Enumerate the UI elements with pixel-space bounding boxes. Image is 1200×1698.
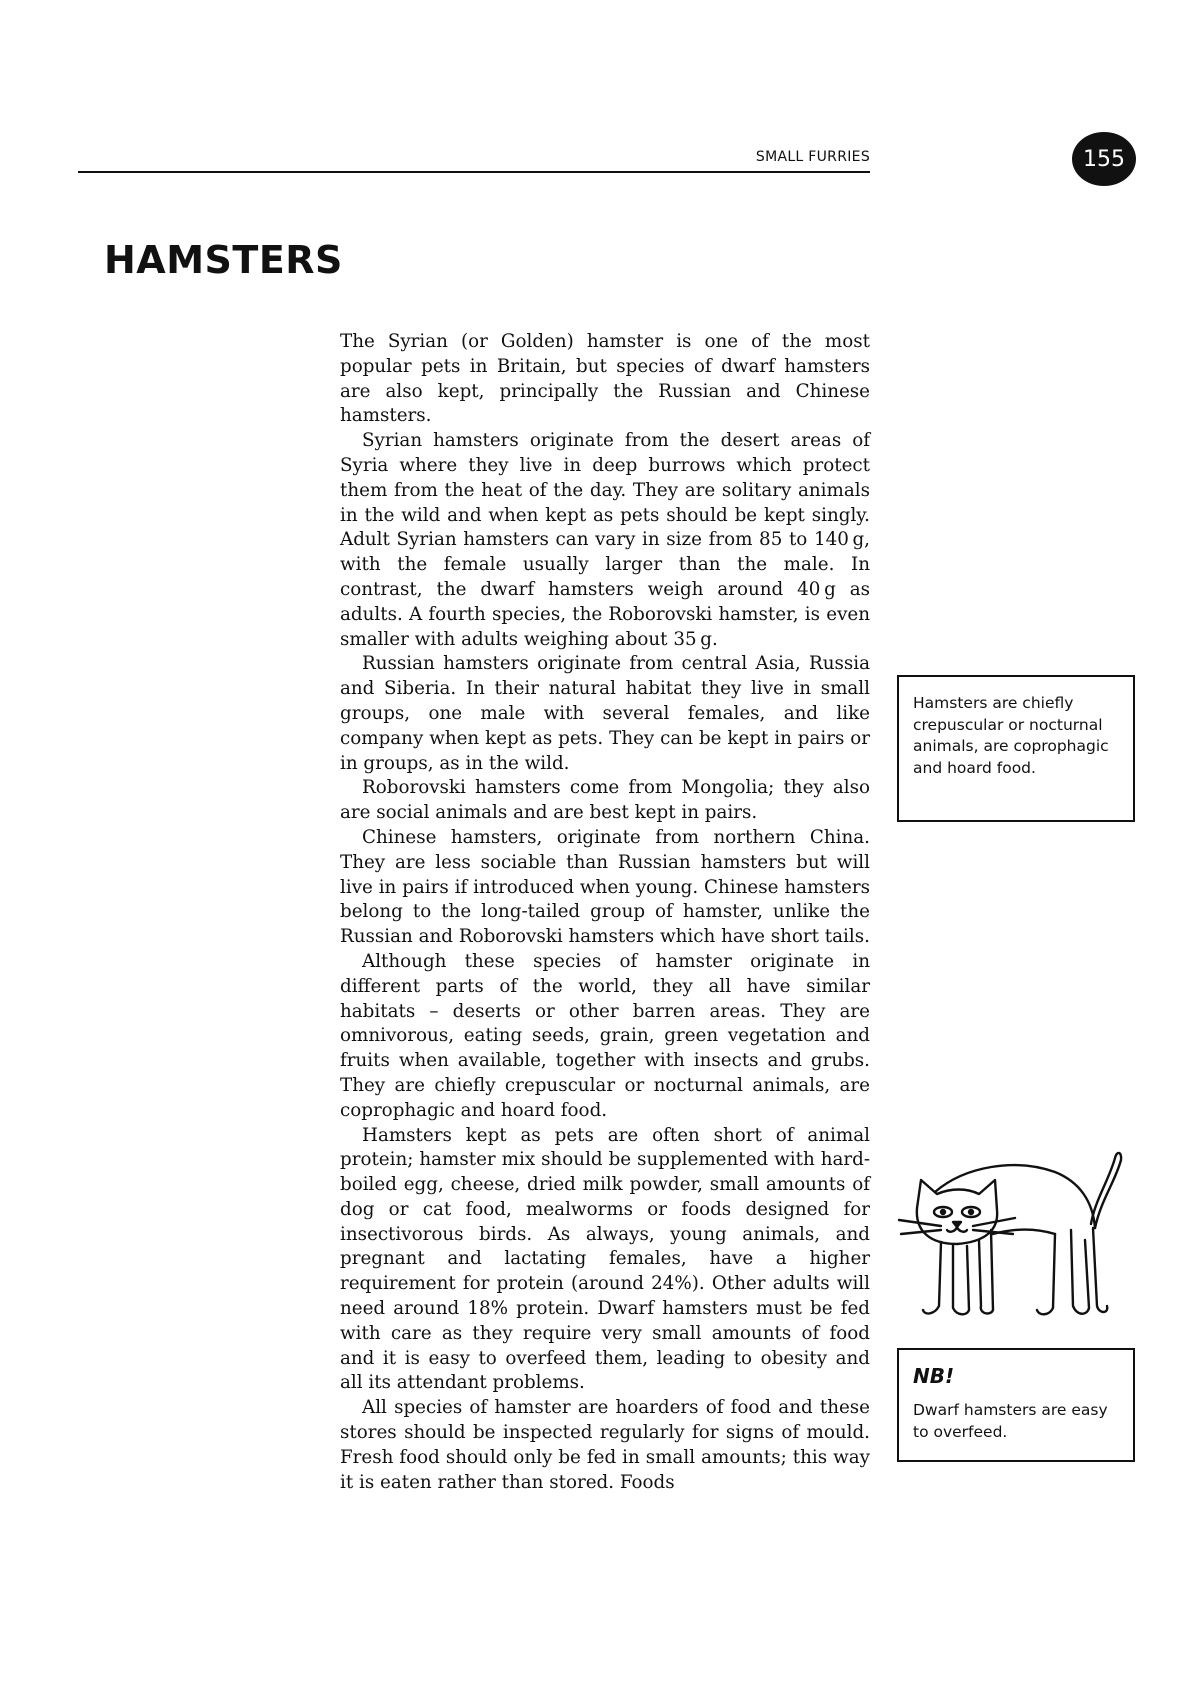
- paragraph: Hamsters kept as pets are often short of animal protein; hamster mix should be supplemented with hard-boiled egg, cheese, dried milk powder, small amounts of dog or cat food, mealworms or foods designed for insectivorous birds. As always, young animals, and pregnant and lactating females, have a higher requirement for protein (around 24%). Other adults will need around 18% protein. Dwarf hamsters must be fed with care as they require very small amounts of food and it is easy to overfeed them, leading to obesity and all its attendant problems.: [340, 1124, 870, 1394]
- body-text: [340, 330, 870, 1495]
- chapter-title: HAMSTERS: [104, 238, 343, 282]
- paragraph: All species of hamster are hoarders of food and these stores should be inspected regularly for signs of mould. Fresh food should only be fed in small amounts; this way it is eaten rather than stored. Foods: [340, 1397, 870, 1493]
- paragraph: Roborovski hamsters come from Mongolia; they also are social animals and are best kept in pairs.: [340, 777, 870, 824]
- nb-note-box: [897, 1348, 1135, 1462]
- margin-note: Hamsters are chiefly crepuscular or nocturnal animals, are coprophagic and hoard food.: [897, 675, 1135, 822]
- paragraph: Syrian hamsters originate from the desert areas of Syria where they live in deep burrows which protect them from the heat of the day. They are solitary animals in the wild and when kept as pets should be kept singly. Adult Syrian hamsters can vary in size from 85 to 140 g, with the female usually larger than the male. In contrast, the dwarf hamsters weigh around 40 g as adults. A fourth species, the Roborovski hamster, is even smaller with adults weighing about 35 g.: [340, 430, 870, 650]
- cat-icon: [895, 1130, 1135, 1340]
- nb-heading: NB!: [913, 1364, 955, 1388]
- running-head: SMALL FURRIES: [755, 149, 870, 165]
- paragraph: The Syrian (or Golden) hamster is one of the most popular pets in Britain, but species of dwarf hamsters are also kept, principally the Russian and Chinese hamsters.: [340, 331, 870, 427]
- paragraph: Although these species of hamster originate in different parts of the world, they all have similar habitats – deserts or other barren areas. They are omnivorous, eating seeds, grain, green vegetation and fruits when available, together with insects and grubs. They are chiefly crepuscular or nocturnal animals, are coprophagic and hoard food.: [340, 950, 870, 1121]
- page-number-badge: 155: [1072, 132, 1136, 186]
- paragraph: Russian hamsters originate from central Asia, Russia and Siberia. In their natural habitat they live in small groups, one male with several females, and like company when kept as pets. They can be kept in pairs or in groups, as in the wild.: [340, 653, 870, 774]
- nb-text: Dwarf hamsters are easy to overfeed.: [913, 1401, 1108, 1441]
- header-rule: [78, 171, 870, 173]
- paragraph: Chinese hamsters, originate from northern China. They are less sociable than Russian hamsters but will live in pairs if introduced when young. Chinese hamsters belong to the long-tailed group of hamster, unlike the Russian and Roborovski hamsters which have short tails.: [340, 826, 870, 948]
